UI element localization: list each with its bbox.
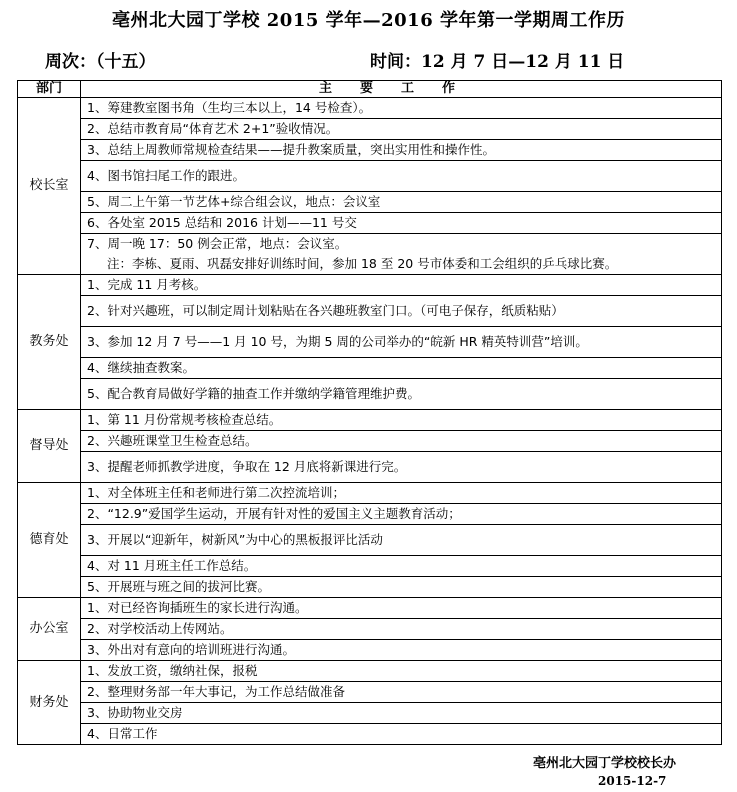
task-item: 1、筹建教室图书角（生均三本以上，14 号检查）。 <box>81 98 722 119</box>
task-item: 2、总结市教育局“体育艺术 2+1”验收情况。 <box>81 119 722 140</box>
task-item-with-note <box>81 234 722 275</box>
task-item: 5、配合教育局做好学籍的抽查工作并缴纳学籍管理维护费。 <box>81 379 722 410</box>
task-item: 2、整理财务部一年大事记，为工作总结做准备 <box>81 682 722 703</box>
task-item: 5、开展班与班之间的拔河比赛。 <box>81 577 722 598</box>
task-item: 2、兴趣班课堂卫生检查总结。 <box>81 431 722 452</box>
task-item: 3、参加 12 月 7 号——1 月 10 号，为期 5 周的公司举办的“皖新 HR 精英特训营”培训。 <box>81 327 722 358</box>
task-item: 1、对已经咨询插班生的家长进行沟通。 <box>81 598 722 619</box>
task-item: 1、完成 11 月考核。 <box>81 275 722 296</box>
task-item: 2、对学校活动上传网站。 <box>81 619 722 640</box>
task-item: 3、协助物业交房 <box>81 703 722 724</box>
dept-principal-office: 校长室 <box>18 98 81 275</box>
dept-moral-education: 德育处 <box>18 483 81 598</box>
work-schedule-table <box>17 80 722 745</box>
task-item: 3、提醒老师抓教学进度，争取在 12 月底将新课进行完。 <box>81 452 722 483</box>
task-item: 2、“12.9”爱国学生运动，开展有针对性的爱国主义主题教育活动； <box>81 504 722 525</box>
task-item: 3、开展以“迎新年，树新风”为中心的黑板报评比活动 <box>81 525 722 556</box>
issue-date: 2015-12-7 <box>598 774 667 788</box>
task-item: 4、图书馆扫尾工作的跟进。 <box>81 161 722 192</box>
task-item: 6、各处室 2015 总结和 2016 计划——11 号交 <box>81 213 722 234</box>
header-main-work: 主要工作 <box>81 81 722 98</box>
task-item: 3、外出对有意向的培训班进行沟通。 <box>81 640 722 661</box>
task-item: 1、第 11 月份常规考核检查总结。 <box>81 410 722 431</box>
date-range: 时间：12 月 7 日—12 月 11 日 <box>370 52 625 72</box>
task-item: 4、日常工作 <box>81 724 722 745</box>
task-item: 4、对 11 月班主任工作总结。 <box>81 556 722 577</box>
dept-finance: 财务处 <box>18 661 81 745</box>
task-item: 1、发放工资，缴纳社保，报税 <box>81 661 722 682</box>
task-item: 7、周一晚 17：50 例会正常，地点：会议室。 <box>87 236 348 251</box>
task-item: 3、总结上周教师常规检查结果——提升教案质量，突出实用性和操作性。 <box>81 140 722 161</box>
dept-academic-affairs: 教务处 <box>18 275 81 410</box>
dept-supervision: 督导处 <box>18 410 81 483</box>
task-item: 1、对全体班主任和老师进行第二次控流培训； <box>81 483 722 504</box>
issuing-office: 亳州北大园丁学校校长办 <box>533 756 677 771</box>
task-item: 2、针对兴趣班，可以制定周计划粘贴在各兴趣班教室门口。（可电子保存，纸质粘贴） <box>81 296 722 327</box>
task-item: 5、周二上午第一节艺体+综合组会议，地点：会议室 <box>81 192 722 213</box>
task-note: 注：李栋、夏雨、巩磊安排好训练时间，参加 18 至 20 号市体委和工会组织的乒乓球比赛。 <box>107 256 618 271</box>
week-number: 周次：（十五） <box>45 52 156 72</box>
document-title: 亳州北大园丁学校 2015 学年—2016 学年第一学期周工作历 <box>112 10 625 31</box>
task-item: 4、继续抽查教案。 <box>81 358 722 379</box>
dept-general-office: 办公室 <box>18 598 81 661</box>
header-department: 部门 <box>18 81 81 98</box>
